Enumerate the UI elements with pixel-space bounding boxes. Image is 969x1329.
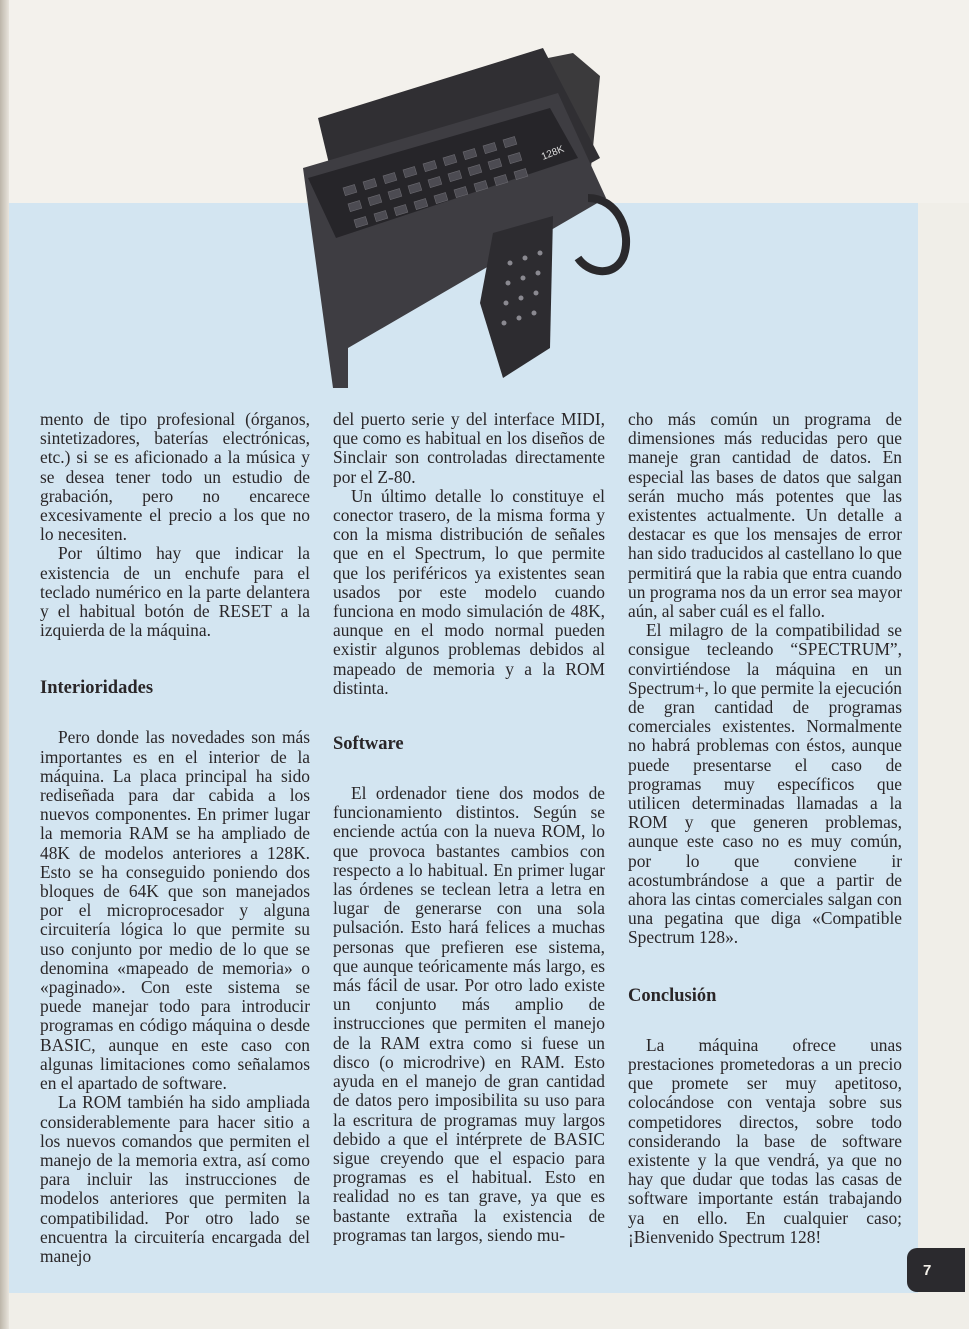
keyboard-badge: 128K	[540, 143, 566, 163]
paragraph: del puerto serie y del interface MIDI, que como es habitual en los diseños de Sinclair son controladas directamente por el Z-80.	[333, 409, 605, 487]
section-heading-conclusion: Conclusión	[628, 985, 717, 1006]
paragraph: cho más común un programa de dimensiones más reducidas pero que maneje gran cantidad de datos. En especial las bases de datos que salgan serán mucho más potentes que las existentes actualmente. Un detalle a destacar es que los mensajes de error han sido traducidos al castellano lo que permitirá que la rabia que entra cuando un programa nos da un error sea mayor aún, al saber cuál es el fallo.	[628, 409, 902, 622]
column-3	[628, 410, 902, 1247]
section-heading-software: Software	[333, 734, 404, 755]
section-heading-interioridades: Interioridades	[40, 678, 154, 699]
paragraph: Pero donde las novedades son más importantes es en el interior de la máquina. La placa principal ha sido rediseñada para dar cabida a los nuevos componentes. En primer lugar la memoria RAM se ha ampliado de 48K de modelos anteriores a 128K. Esto se ha conseguido poniendo dos bloques de 64K que son manejados por el microprocesador y alguna circuitería lógica lo que permite su uso conjunto por medio de lo que se denomina «mapeado de memoria» o «paginado». Con este sistema se puede manejar todo para introducir programas en código máquina o desde BASIC, aunque en este caso con algunas limitaciones como señalamos en el apartado de software.	[40, 727, 310, 1094]
page-number-tab	[907, 1248, 965, 1292]
paragraph: La ROM también ha sido ampliada considerablemente para hacer sitio a los nuevos comandos que permiten el manejo de la memoria extra, así como para incluir las instrucciones de modelos anteriores que permiten la compatibilidad. Por otro lado se encuentra la circuitería encargada del manejo	[40, 1092, 310, 1266]
page-spine-shadow	[0, 0, 9, 1329]
paragraph: El milagro de la compatibilidad se consigue tecleando “SPECTRUM”, convirtiéndose la máquina en un Spectrum+, lo que permite la ejecución de gran cantidad de programas comerciales existentes. Normalmente no habrá problemas con éstos, aunque puede presentarse el caso de programas muy específicos que utilicen determinadas llamadas a la ROM y que generen problemas, aunque este caso no es muy común, por lo que conviene ir acostumbrándose a que a partir de ahora las cintas comerciales salgan con una pegatina que diga «Compatible Spectrum 128».	[628, 620, 902, 948]
right-margin	[918, 203, 969, 1329]
column-2	[333, 410, 605, 1245]
spectrum-128-photo	[288, 48, 668, 388]
paragraph: El ordenador tiene dos modos de funcionamiento distintos. Según se enciende actúa con la nueva ROM, lo que provoca bastantes cambios con respecto a lo habitual. En primer lugar las órdenes se teclean letra a letra en lugar de generarse con una sola pulsación. Esto hará felices a muchas personas que prefieren ese sistema, que aunque teóricamente más largo, es más fácil de usar. Por otro lado existe un conjunto más amplio de instrucciones que permiten el manejo de la RAM extra como si fuese un disco (o microdrive) en RAM. Esto ayuda en el manejo de gran cantidad de datos pero imposibilita su uso para la escritura de programas muy largos debido a que el intérprete de BASIC sigue creyendo que el espacio para programas es el habitual. Esto en realidad no es tan grave, ya que es bastante extraña la existencia de programas tan largos, siendo mu-	[333, 783, 605, 1245]
column-1	[40, 410, 310, 1266]
page-number: 7	[923, 1262, 932, 1279]
paragraph: Un último detalle lo constituye el conector trasero, de la misma forma y con la misma distribución de señales que en el Spectrum, lo que permite que los periféricos ya existentes sean usados por este modelo cuando funciona en modo simulación de 48K, aunque en el modo normal pueden existir algunos problemas debidos al mapeado de memoria y a la ROM distinta.	[333, 485, 605, 698]
paragraph: Por último hay que indicar la existencia de un enchufe para el teclado numérico en la parte delantera y el habitual botón de RESET a la izquierda de la máquina.	[40, 543, 310, 641]
paragraph: mento de tipo profesional (órganos, sintetizadores, baterías electrónicas, etc.) si se es aficionado a la música y se desea tener todo un estudio de grabación, pero no encarece excesivamente el precio a los que no lo necesiten.	[40, 409, 310, 545]
bottom-margin	[0, 1293, 918, 1329]
paragraph: La máquina ofrece unas prestaciones prometedoras a un precio que promete ser muy apetitoso, colocándose con ventaja sobre sus competidores directos, sobre todo considerando la base de software existente y la que vendrá, ya que no hay que dudar que todas las casas de software importante están trabajando ya en ello. En cualquier caso; ¡Bienvenido Spectrum 128!	[628, 1034, 902, 1247]
